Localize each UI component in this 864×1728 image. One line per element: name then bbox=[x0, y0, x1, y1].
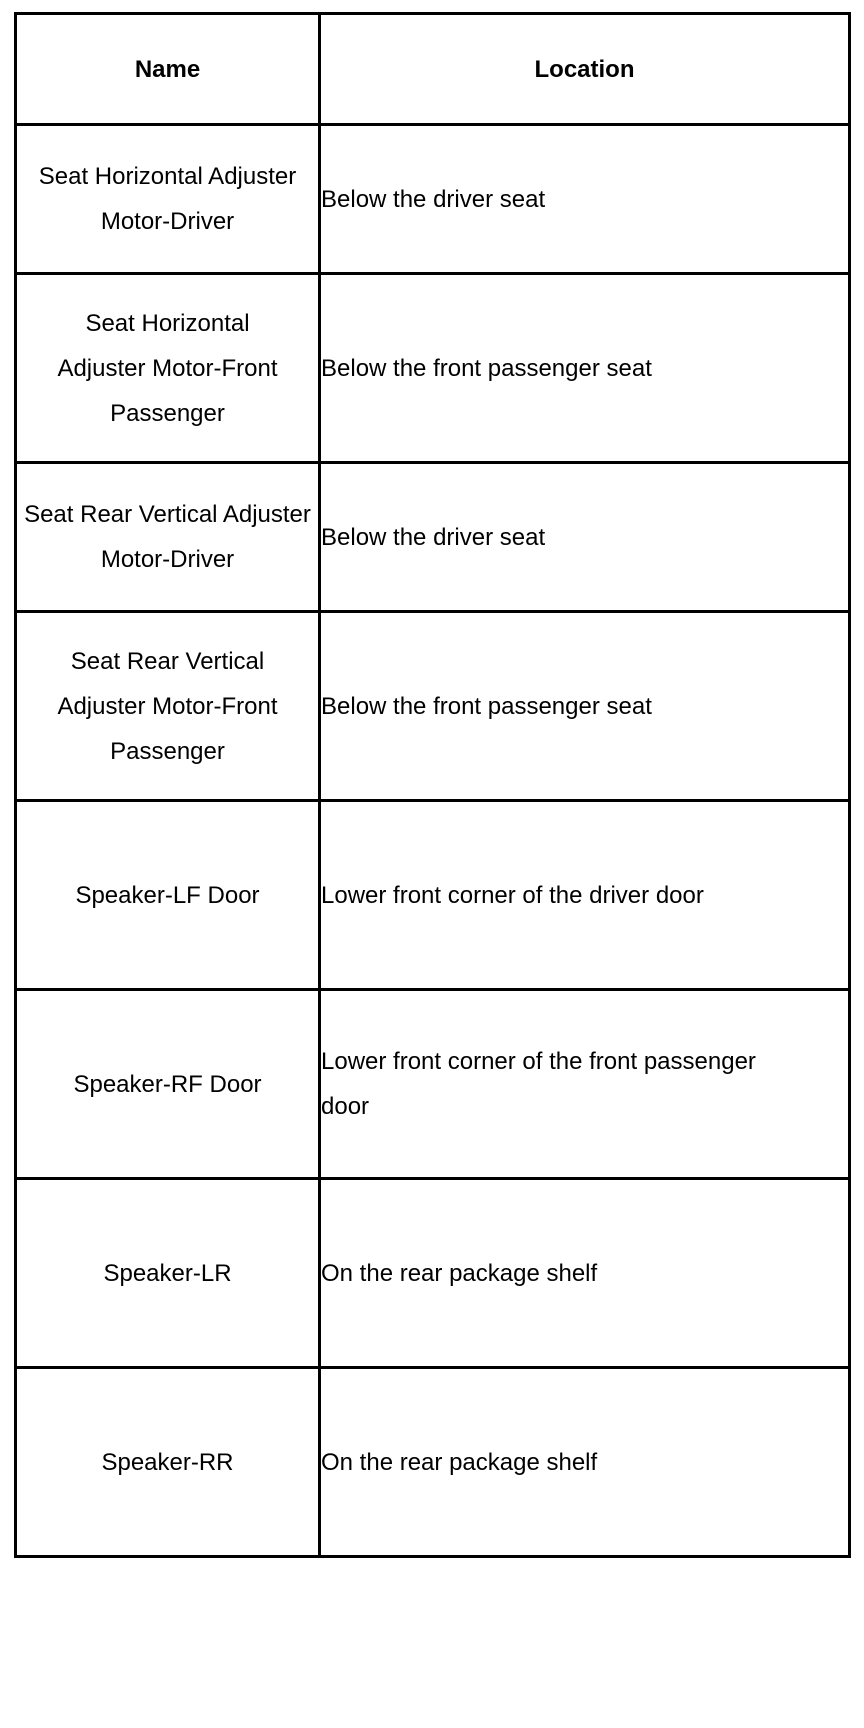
location-cell bbox=[320, 1179, 850, 1368]
component-name: Seat Horizontal Adjuster Motor-Front Passenger bbox=[57, 309, 278, 427]
table-row bbox=[16, 1179, 850, 1368]
component-name: Seat Rear Vertical Adjuster Motor-Front Passenger bbox=[57, 647, 278, 765]
location-cell bbox=[320, 990, 850, 1179]
component-location: On the rear package shelf bbox=[321, 1259, 598, 1287]
name-cell bbox=[16, 125, 320, 274]
name-cell bbox=[16, 463, 320, 612]
component-name: Speaker-RR bbox=[101, 1448, 234, 1476]
name-cell bbox=[16, 1368, 320, 1557]
component-name: Seat Horizontal Adjuster Motor-Driver bbox=[38, 163, 297, 235]
table-row bbox=[16, 612, 850, 801]
component-name: Seat Rear Vertical Adjuster Motor-Driver bbox=[24, 501, 311, 573]
location-cell bbox=[320, 463, 850, 612]
table-row bbox=[16, 463, 850, 612]
name-cell bbox=[16, 274, 320, 463]
name-cell bbox=[16, 801, 320, 990]
component-location: Lower front corner of the driver door bbox=[321, 881, 704, 909]
table-header-row bbox=[16, 14, 850, 125]
component-name: Speaker-LF Door bbox=[75, 881, 260, 909]
component-location: Below the front passenger seat bbox=[321, 692, 652, 720]
name-cell bbox=[16, 612, 320, 801]
table-row bbox=[16, 125, 850, 274]
name-cell bbox=[16, 990, 320, 1179]
component-name: Speaker-LR bbox=[103, 1259, 232, 1287]
component-location-table bbox=[14, 12, 851, 1558]
component-location: Below the front passenger seat bbox=[321, 354, 652, 382]
component-location: On the rear package shelf bbox=[321, 1448, 598, 1476]
component-location: Below the driver seat bbox=[321, 185, 546, 213]
name-cell bbox=[16, 1179, 320, 1368]
component-name: Speaker-RF Door bbox=[73, 1070, 262, 1098]
column-header-name: Name bbox=[16, 14, 320, 125]
table-row bbox=[16, 274, 850, 463]
location-cell bbox=[320, 274, 850, 463]
component-location: Lower front corner of the front passenger door bbox=[321, 1048, 756, 1120]
table-row bbox=[16, 1368, 850, 1557]
location-cell bbox=[320, 612, 850, 801]
column-header-location: Location bbox=[320, 14, 850, 125]
component-location: Below the driver seat bbox=[321, 523, 546, 551]
location-cell bbox=[320, 1368, 850, 1557]
table-row bbox=[16, 801, 850, 990]
table-row bbox=[16, 990, 850, 1179]
location-cell bbox=[320, 125, 850, 274]
location-cell bbox=[320, 801, 850, 990]
